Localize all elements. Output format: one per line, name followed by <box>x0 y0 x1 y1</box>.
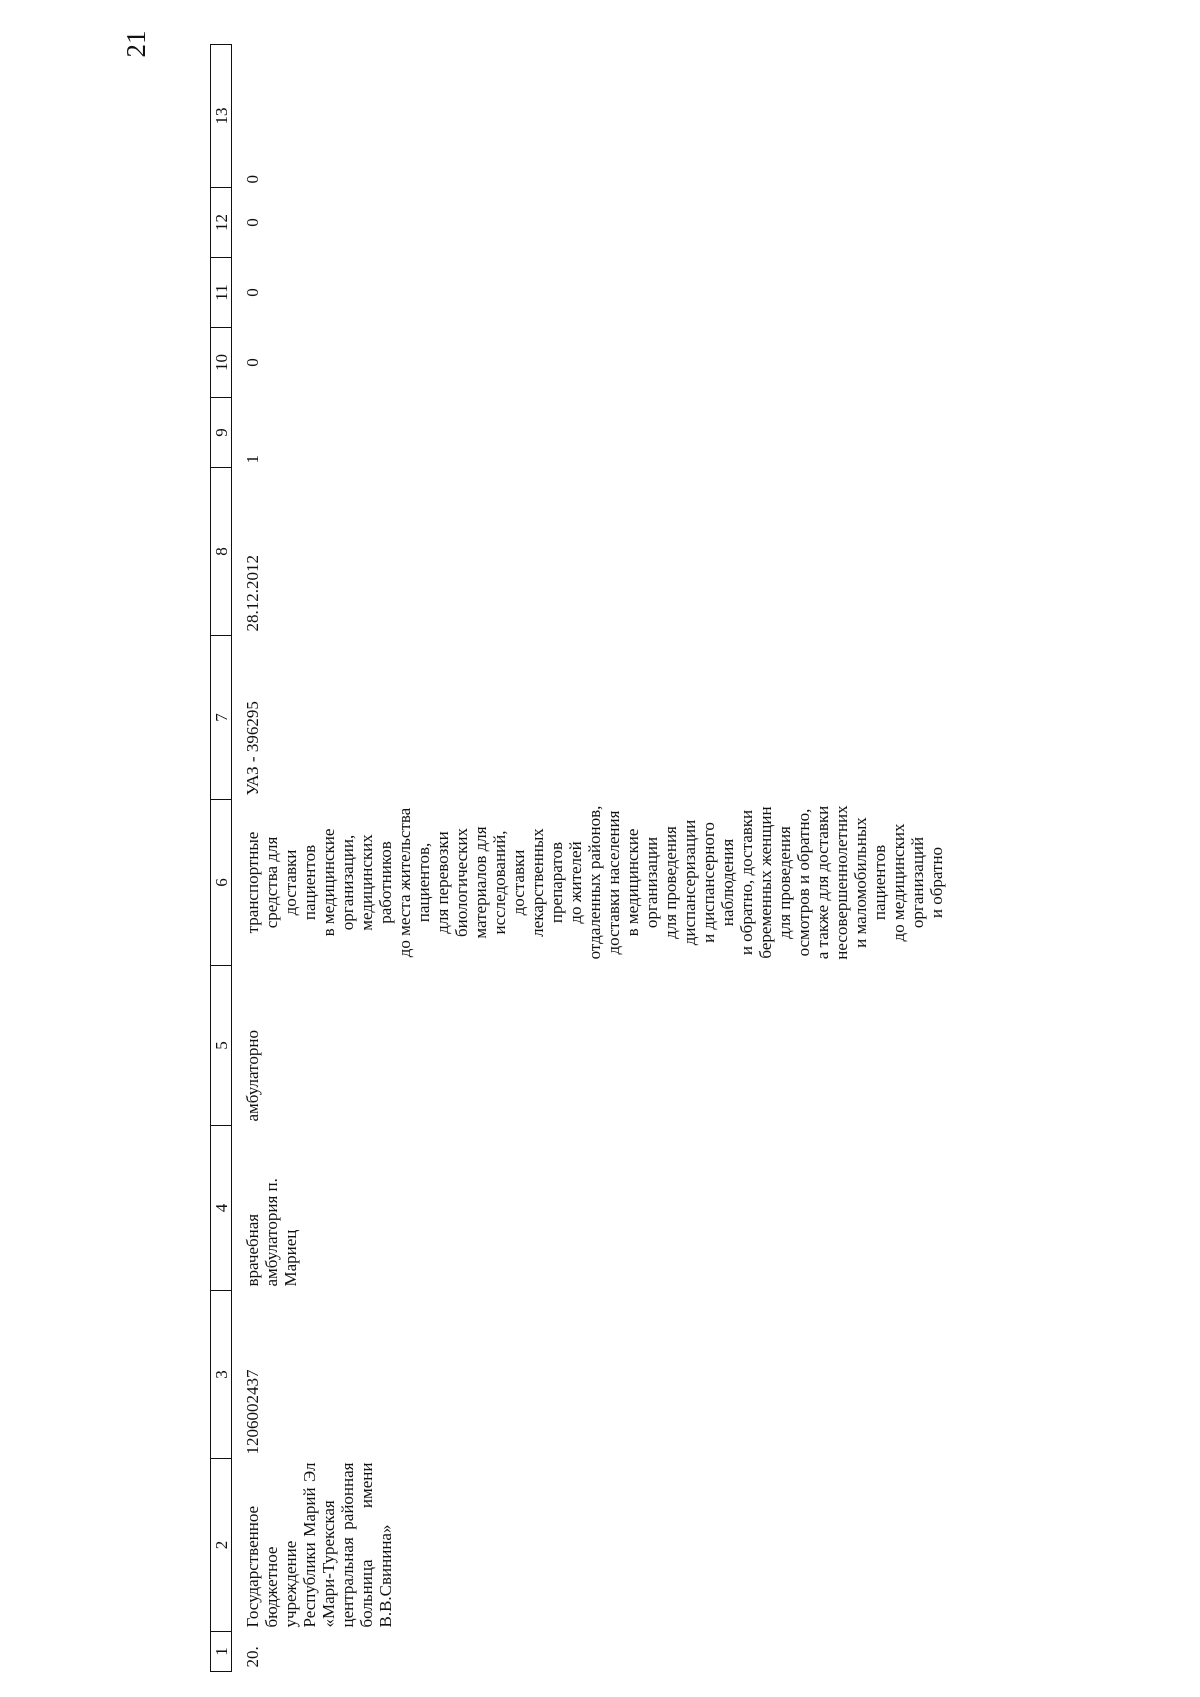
vehicle-purpose-line: наблюдения <box>718 838 737 927</box>
registration-date: 28.12.2012 <box>243 555 262 632</box>
vehicle-purpose-line: беременных женщин <box>756 806 775 959</box>
vehicle-purpose-line: организаций <box>908 836 927 929</box>
header-cell: 2 <box>211 1459 232 1632</box>
vehicle-purpose-line: средства для доставки <box>262 836 300 929</box>
vehicle-purpose-line: пациентов <box>300 844 319 921</box>
vehicle-purpose-line: биологических <box>452 828 471 937</box>
row-number: 20. <box>243 1646 262 1668</box>
header-cell: 7 <box>211 636 232 800</box>
vehicle-purpose-line: отдаленных районов, <box>585 805 604 960</box>
vehicle-purpose-line: и маломобильных <box>851 817 870 948</box>
organization-name: Государственное бюджетное учреждение Республики Марий Эл «Мари-Турекская центральная районная больница имени В.В.Свинина» <box>243 1462 395 1628</box>
header-cell: 10 <box>211 328 232 398</box>
vehicle-purpose-line: пациентов <box>870 844 889 921</box>
header-cell: 4 <box>211 1126 232 1291</box>
vehicle-purpose-line: до места жительства <box>395 807 414 958</box>
vehicle-purpose-line: осмотров и обратно, <box>794 808 813 957</box>
vehicles-table <box>210 44 946 1672</box>
vehicle-purpose-line: медицинских <box>357 834 376 931</box>
vehicle-purpose-line: материалов для <box>471 826 490 939</box>
vehicle-purpose-line: до жителей <box>566 841 585 924</box>
page-number: 21 <box>121 30 151 58</box>
facility-name: врачебная амбулатория п. Мариец <box>243 1178 300 1287</box>
vehicle-model: УАЗ - 396295 <box>243 701 262 796</box>
vehicle-purpose-line: пациентов, <box>414 842 433 923</box>
header-cell: 8 <box>211 468 232 636</box>
vehicle-purpose-line: доставки населения <box>604 810 623 955</box>
header-cell: 13 <box>211 45 232 188</box>
count-col12: 0 <box>243 218 262 227</box>
header-cell: 12 <box>211 188 232 258</box>
vehicle-purpose-line: несовершеннолетних <box>832 805 851 960</box>
vehicle-purpose-line: в медицинские <box>623 828 642 937</box>
header-cell: 3 <box>211 1291 232 1459</box>
vehicle-purpose-line: для проведения <box>775 826 794 939</box>
vehicle-purpose-line: доставки <box>509 849 528 916</box>
vehicle-purpose-lines <box>243 804 946 962</box>
vehicle-purpose-line: до медицинских <box>889 823 908 942</box>
vehicle-purpose-line: работников <box>376 841 395 924</box>
vehicle-purpose-line: и обратно, доставки <box>737 809 756 956</box>
care-type: амбулаторно <box>243 1030 262 1122</box>
vehicle-purpose-line: для перевозки <box>433 831 452 934</box>
vehicle-purpose-line: транспортные <box>243 831 262 934</box>
vehicle-purpose-line: в медицинские <box>319 828 338 937</box>
header-cell: 9 <box>211 398 232 468</box>
vehicle-purpose-line: а также для доставки <box>813 805 832 960</box>
header-cell: 6 <box>211 800 232 966</box>
vehicle-purpose-line: организации <box>642 836 661 929</box>
vehicle-purpose <box>232 800 947 966</box>
vehicle-purpose-line: для проведения <box>661 826 680 939</box>
count-col10: 0 <box>243 358 262 367</box>
vehicle-purpose-line: и обратно <box>927 846 946 919</box>
vehicle-purpose-line: диспансеризации <box>680 819 699 946</box>
count-col9: 1 <box>243 455 262 464</box>
header-row <box>211 45 232 1672</box>
header-cell: 11 <box>211 258 232 328</box>
inn-code: 1206002437 <box>243 1369 262 1455</box>
vehicle-purpose-line: лекарственных <box>528 828 547 937</box>
header-cell: 1 <box>211 1632 232 1672</box>
count-col11: 0 <box>243 288 262 297</box>
table-row <box>232 45 947 1672</box>
vehicle-purpose-line: препаратов <box>547 841 566 924</box>
vehicle-purpose-line: и диспансерного <box>699 822 718 943</box>
vehicle-purpose-line: организации, <box>338 834 357 931</box>
count-col13: 0 <box>243 175 262 184</box>
header-cell: 5 <box>211 966 232 1126</box>
vehicle-purpose-line: исследований, <box>490 830 509 935</box>
rotated-table-container <box>210 45 1010 1672</box>
